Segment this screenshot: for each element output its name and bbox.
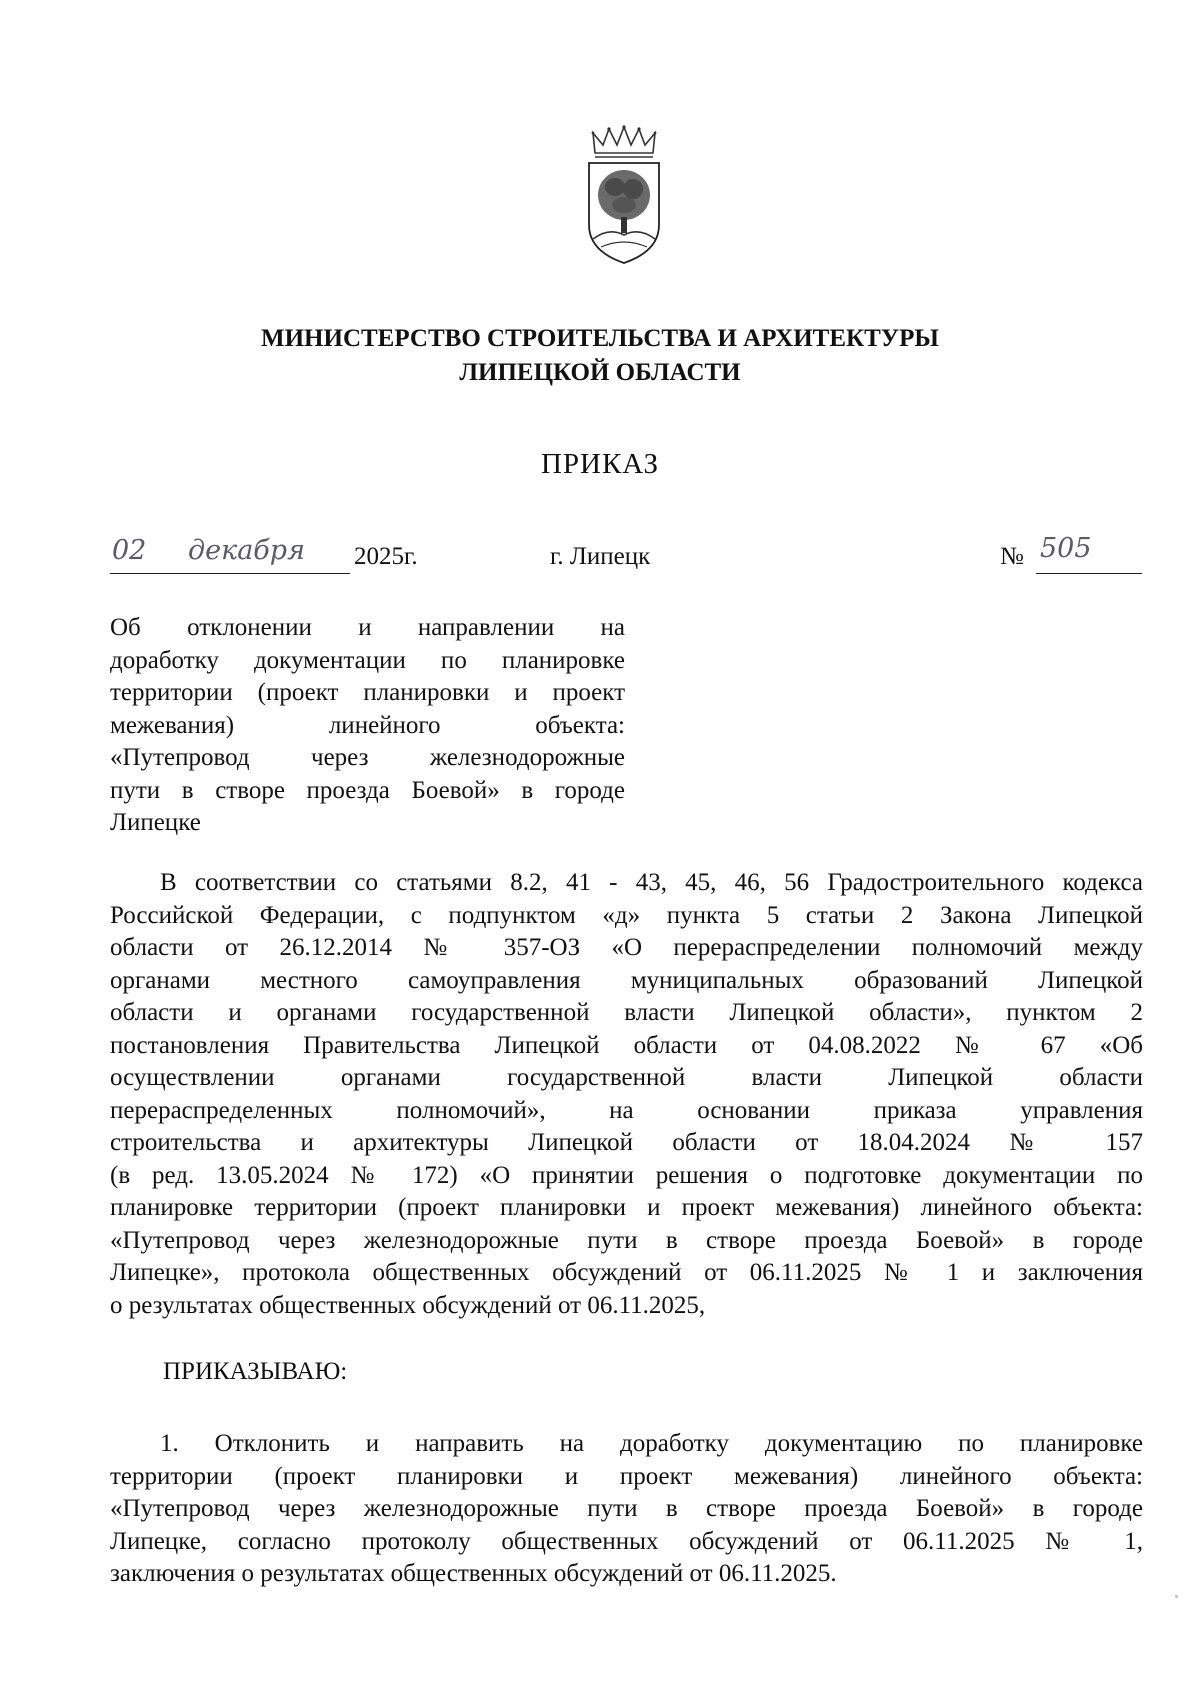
body-line: перераспределенных полномочий», на основании приказа управления [110, 1096, 1143, 1124]
subject-line: доработку документации по планировке [110, 646, 625, 674]
document-type-title: ПРИКАЗ [540, 448, 660, 480]
subject-line: межевания) линейного объекта: [110, 711, 625, 739]
preamble-paragraph [110, 867, 1143, 1322]
date-month-handwritten: декабря [188, 535, 305, 566]
body-line: области от 26.12.2014 № 357-ОЗ «О перераспределении полномочий между [110, 934, 1143, 961]
subject-line: пути в створе проезда Боевой» в городе [110, 776, 625, 804]
body-line: В соответствии со статьями 8.2, 41 - 43, 45, 46, 56 Градостроительного кодекса [160, 869, 1143, 896]
scan-speck [1175, 1595, 1178, 1598]
subject-line: «Путепровод через железнодорожные [110, 744, 625, 771]
body-line: постановления Правительства Липецкой области от 04.08.2022 № 67 «Об [110, 1031, 1143, 1059]
number-prefix: № [1000, 543, 1024, 570]
item-line: «Путепровод через железнодорожные пути в створе проезда Боевой» в городе [110, 1495, 1143, 1522]
body-line: строительства и архитектуры Липецкой области от 18.04.2024 № 157 [110, 1129, 1143, 1156]
body-line: Липецке», протокола общественных обсуждений от 06.11.2025 № 1 и заключения [110, 1259, 1143, 1286]
subject-line: Липецке [110, 809, 201, 836]
lipetsk-coat-of-arms-icon [585, 125, 663, 265]
number-handwritten: 505 [1040, 533, 1092, 564]
date-underline [110, 573, 350, 574]
city: г. Липецк [550, 543, 651, 570]
item-line: территории (проект планировки и проект межевания) линейного объекта: [110, 1462, 1143, 1490]
body-line: «Путепровод через железнодорожные пути в створе проезда Боевой» в городе [110, 1226, 1143, 1254]
body-line: (в ред. 13.05.2024 № 172) «О принятии решения о подготовке документации по [110, 1161, 1143, 1189]
order-subject [110, 612, 625, 840]
subject-line: территории (проект планировки и проект [110, 679, 625, 706]
ministry-name [150, 322, 1050, 390]
body-line: области и органами государственной власти Липецкой области», пунктом 2 [110, 999, 1143, 1026]
item-line: 1. Отклонить и направить на доработку документацию по планировке [160, 1430, 1143, 1457]
body-line: органами местного самоуправления муниципальных образований Липецкой [110, 966, 1143, 994]
item-line: Липецке, согласно протоколу общественных обсуждений от 06.11.2025 № 1, [110, 1527, 1143, 1555]
body-line: Российской Федерации, с подпунктом «д» пункта 5 статьи 2 Закона Липецкой [110, 901, 1143, 929]
ministry-name-line1: МИНИСТЕРСТВО СТРОИТЕЛЬСТВА И АРХИТЕКТУРЫ [261, 325, 939, 352]
ministry-name-line2: ЛИПЕЦКОЙ ОБЛАСТИ [459, 359, 741, 386]
date-year: 2025г. [354, 543, 418, 570]
item-line: заключения о результатах общественных обсуждений от 06.11.2025. [110, 1560, 837, 1587]
number-underline [1036, 573, 1142, 574]
body-line: о результатах общественных обсуждений от 06.11.2025, [110, 1291, 706, 1319]
date-day-handwritten: 02 [112, 535, 147, 566]
subject-line: Об отклонении и направлении на [110, 614, 625, 641]
order-item-1 [110, 1428, 1143, 1591]
order-directive-word: ПРИКАЗЫВАЮ: [163, 1358, 348, 1385]
date-city-number-line [0, 533, 1200, 583]
body-line: планировке территории (проект планировки и проект межевания) линейного объекта: [110, 1194, 1143, 1221]
body-line: осуществлении органами государственной власти Липецкой области [110, 1064, 1143, 1091]
